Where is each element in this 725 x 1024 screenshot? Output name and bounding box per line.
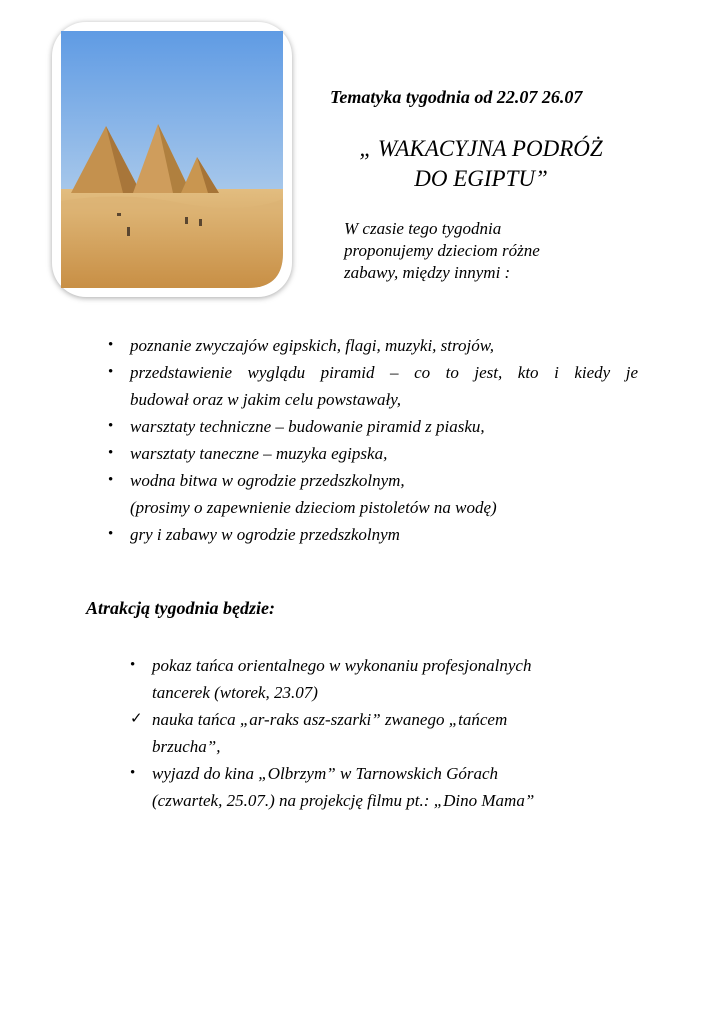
list-item-text: wyjazd do kina „Olbrzym” w Tarnowskich Górach (152, 764, 499, 783)
list-item-text: budował oraz w jakim celu powstawały, (130, 390, 402, 409)
bullet-icon: • (130, 765, 136, 781)
list-item-text: (czwartek, 25.07.) na projekcję filmu pt.: „Dino Mama” (152, 791, 535, 810)
list-item (108, 521, 638, 548)
attractions-heading: Atrakcją tygodnia będzie: (86, 598, 275, 618)
list-item-text: poznanie zwyczajów egipskich, flagi, muzyki, strojów, (130, 336, 495, 355)
list-item-text: brzucha”, (152, 737, 221, 756)
list-item (108, 332, 638, 359)
bullet-icon: • (108, 526, 114, 542)
title-line-1: „ WAKACYJNA PODRÓŻ (359, 136, 603, 161)
list-item-text: warsztaty techniczne – budowanie piramid z piasku, (130, 417, 485, 436)
intro-line-1: W czasie tego tygodnia (344, 219, 502, 238)
week-heading: Tematyka tygodnia od 22.07 26.07 (330, 87, 583, 107)
checkmark-icon: ✓ (130, 711, 143, 727)
bullet-icon: • (108, 364, 114, 380)
list-item-text: wodna bitwa w ogrodzie przedszkolnym, (130, 471, 405, 490)
list-item-text: warsztaty taneczne – muzyka egipska, (130, 444, 388, 463)
list-item-text: pokaz tańca orientalnego w wykonaniu profesjonalnych (152, 656, 532, 675)
title-line-2: DO EGIPTU” (414, 166, 548, 191)
list-item-text: przedstawienie wyglądu piramid – co to jest, kto i kiedy je (130, 363, 638, 382)
bullet-icon: • (130, 657, 136, 673)
page-title (300, 134, 662, 194)
attractions-list (130, 652, 632, 814)
bullet-icon: • (108, 418, 114, 434)
list-item-text: gry i zabawy w ogrodzie przedszkolnym (130, 525, 400, 544)
bullet-icon: • (108, 445, 114, 461)
bullet-icon: • (108, 472, 114, 488)
list-item (108, 413, 638, 440)
intro-line-3: zabawy, między innymi : (344, 263, 511, 282)
intro-paragraph (344, 218, 604, 284)
activities-list (108, 332, 638, 548)
list-item (130, 652, 632, 706)
list-item (108, 467, 638, 521)
list-item (108, 440, 638, 467)
list-item-text: nauka tańca „ar-raks asz-szarki” zwanego „tańcem (152, 710, 508, 729)
intro-line-2: proponujemy dzieciom różne (344, 241, 540, 260)
pyramids-photo-frame (52, 22, 292, 297)
list-item (130, 760, 632, 814)
bullet-icon: • (108, 337, 114, 353)
pyramids-photo (61, 31, 283, 288)
list-item (108, 359, 638, 413)
list-item-text: (prosimy o zapewnienie dzieciom pistoletów na wodę) (130, 498, 497, 517)
list-item-text: tancerek (wtorek, 23.07) (152, 683, 318, 702)
list-item (130, 706, 632, 760)
